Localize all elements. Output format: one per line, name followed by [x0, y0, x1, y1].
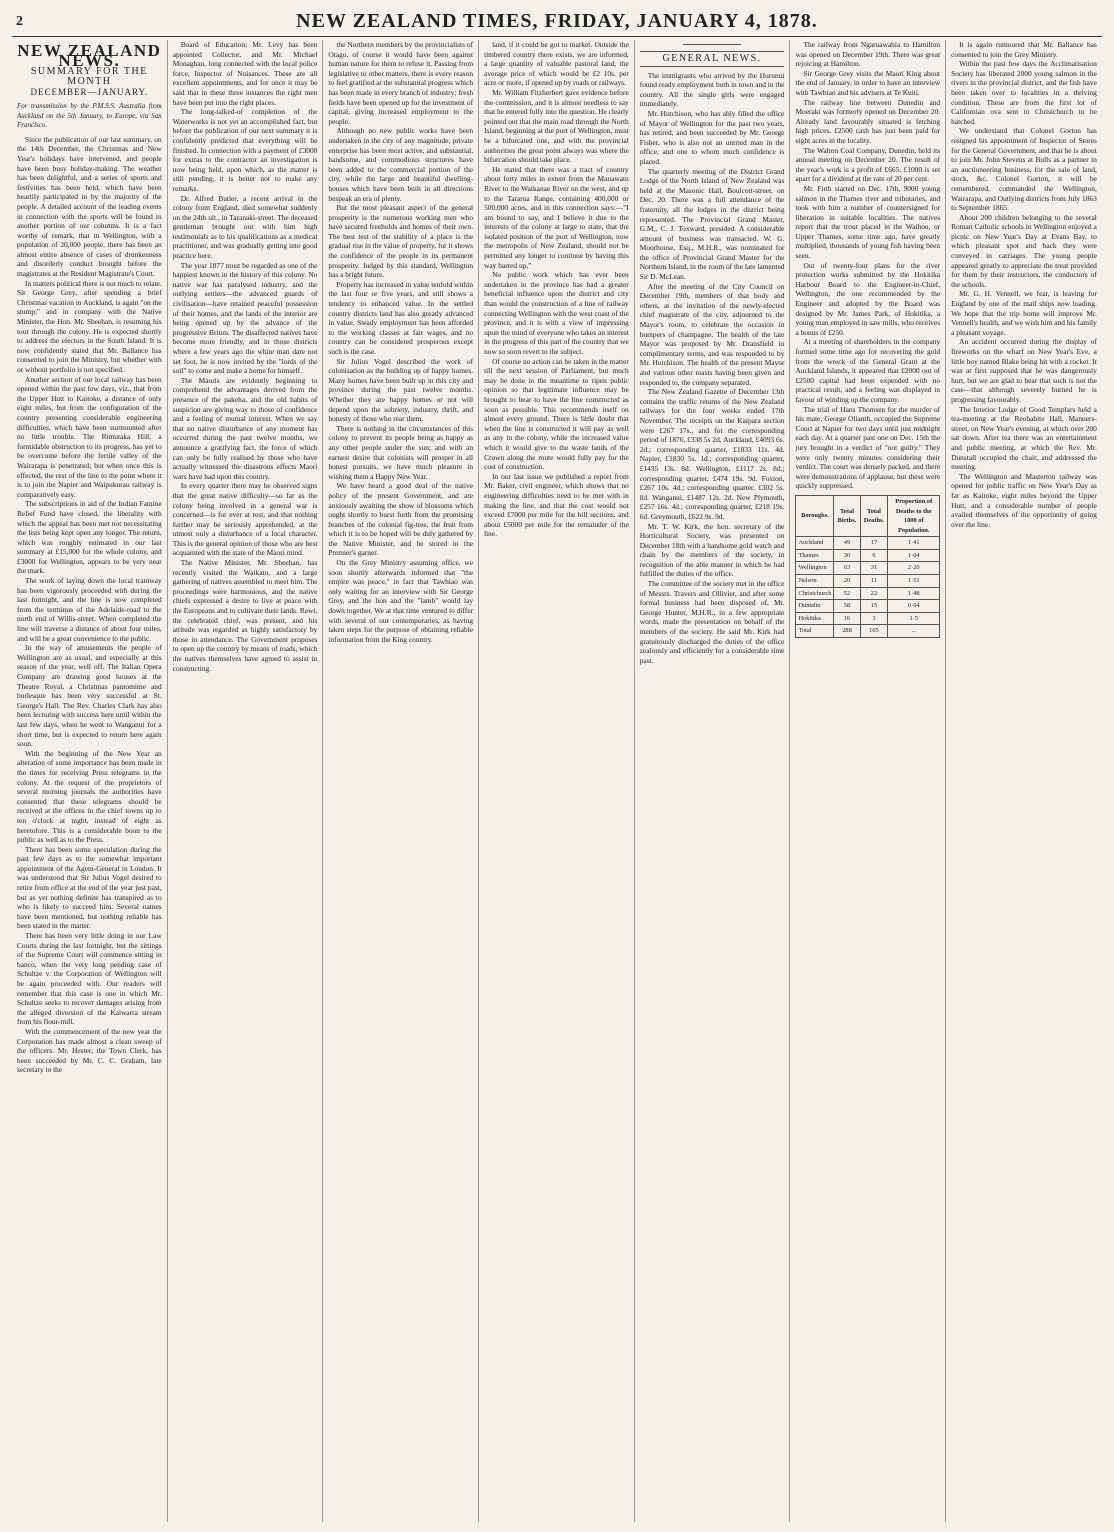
paragraph: The New Zealand Gazette of December 13th contains the traffic returns of the New Zealand railways for the four weeks ended 17th November. The receipts on the Kaipara section were £267 17s., and for the corresponding period of 1876, £338 5s 2d. Auckland, £4093 6s. 2d.; corresponding quarter, £1833 11s. 4d. Napier, £1830 5s. 1d.; corresponding quarter, £1435 13s. 8d. Wellington, £1117 2s. 8d.; corresponding quarter, £474 19s. 9d. Foxton, £267 10s. 4d.; corresponding quarter, £302 5s. 8d. Wanganui, £1487 12s. 2d. New Plymouth, £257 16s. 4d.; corresponding quarter, £218 19s. 6d. Greymouth, £622 9s. 9d.: [639, 387, 785, 521]
table-cell: 3: [860, 612, 888, 625]
paragraph: At a meeting of shareholders in the company formed some time ago for recovering the gold from the wreck of the General Grant at the Auckland Islands, it appeared that £2000 out of £2500 capital had been expended with no practical result, and a feeling was displayed in favour of winding up the company.: [795, 337, 941, 404]
paragraph: In matters political there is not much to relate. Sir George Grey, after spending a brief Christmas vacation in Auckland, is again "on the stump," and in company with the Native Minister, the Hon. Mr. Sheehan, is resuming his tour through the colony. He is expected shortly to address the electors in the South Island. It is now confidently stated that Mr. Ballance has consented to join the Ministry, but whether with or without portfolio is not specified.: [17, 278, 162, 374]
table-row: [796, 562, 940, 575]
column-5: [635, 40, 791, 1522]
table-row: [796, 575, 940, 588]
paragraph: Within the past few days the Acclimatisation Society has liberated 2000 young salmon in the rivers in the provincial district, and the fish have been taken over to localities in a thriving condition. These are from the first lot of Californian ova sent to Christchurch to be hatched.: [951, 59, 1097, 126]
table-cell: 20: [834, 575, 860, 588]
paragraph: There is nothing in the circumstances of this colony to prevent its people being as happy as any other people under the sun; and with an earnest desire that colonists will prosper in all honest pursuits, we have much pleasure in wishing them a Happy New Year.: [328, 423, 474, 481]
table-body: [796, 537, 940, 638]
column-3: [323, 40, 479, 1522]
table-cell: 0·64: [888, 600, 940, 613]
column-4: [479, 40, 635, 1522]
table-cell: 6: [860, 549, 888, 562]
paragraph: Mr. G. H. Vennell, we fear, is leaving for England by one of the mail ships now loading. We hope that the trip home will improve Mr. Vennell's health, and we wish him and his family a pleasant voyage.: [951, 289, 1097, 337]
table-cell: 31: [860, 562, 888, 575]
paragraph: The Maoris are evidently beginning to comprehend the advantages derived from the presence of the pakeha, and the old habits of suspicion are giving way to those of confidence and a feeling of mutual interest. When we say that no native disturbance of any moment has occurred during the past twelve months, we announce a gratifying fact, the force of which can only be fully realised by those who have actually witnessed the disastrous effects Maori wars have had upon this country.: [172, 375, 318, 481]
paragraph: The year 1877 must be regarded as one of the happiest known in the history of this colony. No native war has paralysed industry, and the outlying settlers—the advanced guards of civilisation—have retained peaceful possession of their homes, and the lands of the interior are being opened up by the advance of the progressive Briton. The disaffected natives have become more friendly, and in those districts where a few years ago the white man dare not set foot, he is now invited by the "lords of the soil" to come and make a home for himself.: [172, 260, 318, 376]
table-cell: 2·20: [888, 562, 940, 575]
table-cell: Wellington: [796, 562, 834, 575]
paragraph: In our last issue we published a report from Mr. Baker, civil engineer, which shows that no engineering difficulties need to be met with in making the line, and that the cost would not exceed £7000 per mile for the hill sections, and about £5000 per mile for the remainder of the line.: [484, 471, 629, 539]
table-row: [796, 625, 940, 638]
column-body: [640, 71, 785, 666]
table-cell: 1·48: [888, 587, 940, 600]
table-row: [796, 537, 940, 550]
table-cell: 1·04: [888, 549, 940, 562]
paragraph: The long-talked-of completion of the Waterworks is not yet an accomplished fact, but before the publication of our next summary it is confidently predicted that everything will be finished. In connection with a payment of £3000 for extras to the contractor an investigation is now being held, upon which, as the matter is still pending, it is better not to make any remarks.: [172, 107, 318, 193]
paragraph: Out of twenty-four plans for the river protection works submitted by the Hokitika Harbour Board to the Engineer-in-Chief, Wellington, the one recommended by the Engineer and adopted by the Board was designed by Mr. James Park, of Hokitika, a young man employed in saw mills, who receives a bonus of £250.: [795, 260, 941, 337]
paragraph: The Native Minister, Mr. Sheehan, has recently visited the Waikato, and a large gathering of natives assembled to meet him. The proceedings were harmonious, and the native chiefs expressed a desire to live at peace with the Europeans and to cultivate their lands. Rewi, the celebrated chief, was present, and his attitude was regarded as highly satisfactory by those in attendance. The Government proposes to open up the country by means of roads, which the natives themselves have agreed to assist in constructing.: [172, 558, 318, 673]
paragraph: The railway line between Dunedin and Moeraki was formerly opened on December 20. Already land favourably situated is fetching high prices. £2500 cash has just been paid for eight acres in the locality.: [795, 97, 941, 145]
paragraph: An accident occurred during the display of fireworks on the wharf on New Year's Eve, a little boy named Blake being hit with a rocket. It was at first supposed that he was dangerously hurt, but we are glad to hear that such is not the case—that although severely burned he is progressing favourably.: [951, 337, 1097, 404]
column-2: [168, 40, 324, 1522]
paragraph: Sir George Grey visits the Maori King about the end of January, in order to have an interview with Tawhiao and his advisers at Te Kuiti.: [795, 68, 941, 97]
paragraph: Mr. Firth started on Dec. 17th, 9000 young salmon in the Thames river and tributaries, and took with him a number of countersigned for liberation in suitable localities. The natives report that the trout placed in the Waihou, or Upper Thames, some time ago, have greatly multiplied, thousands of young fish having been seen.: [795, 183, 941, 261]
masthead: [12, 8, 1102, 37]
births-deaths-table: [795, 495, 940, 638]
column-body: [173, 40, 318, 673]
paragraph: The Interior Lodge of Good Templars held a tea-meeting at the Reobabite Hall, Manners-street, on New Year's evening, at which over 200 sat down. After tea there was an entertainment and public meeting, at which the Rev. Mr. Dunstall occupied the chair, and addressed the meeting.: [951, 404, 1097, 472]
paragraph: The work of laying down the local tramway has been vigorously proceeded with during the last fortnight, and the line is now completed from the terminus of the Adelaide-road to the north end of Willis-street. When completed the line will traverse a distance of about four miles, and will be a great convenience to the public.: [17, 576, 162, 643]
table-cell: 16: [834, 612, 860, 625]
paragraph: The immigrants who arrived by the Hurunui found ready employment both in town and in the country. All the single girls were engaged immediately.: [639, 70, 785, 109]
paragraph: Since the publication of our last summary, on the 14th December, the Christmas and New Year's holidays have intervened, and people have been busy holiday-making. The weather has been delightful, and a series of sports and festivities has been held, which have been heartily participated in by the majority of the people. A detailed account of the leading events in connection with the sports will be found in another portion of our columns. It is a fact worthy of remark, that in Wellington, with a population of 20,000 people, there has been an almost entire absence of cases of drunkenness and disorderly conduct brought before the magistrates at the Resident Magistrate's Court.: [17, 134, 162, 279]
paragraph: The committee of the society met in the office of Messrs. Travers and Ollivier, and after some formal business had been disposed of, Mr. George Hunter, M.H.R., in a few appropriate words, made the presentation on behalf of the members of the society. He said Mr. Kirk had gratuitously discharged the duties of the office zealously and efficiently for a considerable time past.: [639, 579, 785, 665]
table-cell: 49: [834, 537, 860, 550]
paragraph: Mr. T. W. Kirk, the hon. secretary of the Horticultural Society, was presented on December 18th with a handsome gold watch and chain by the members of the society, in recognition of the able manner in which he had fulfilled the duties of the office.: [639, 521, 785, 579]
column-body: [951, 40, 1097, 529]
paragraph: With the beginning of the New Year an alteration of some importance has been made in the times for receiving Press telegrams in the colony. At the request of the proprietors of several morning journals the authorities have consented that these telegrams should be received at the offices in the chief towns up to ten o'clock at night, instead of eight as heretofore. This is a considerable boon to the public as well as to the Press.: [17, 748, 162, 845]
paragraph: There has been very little doing in our Law Courts during the last fortnight, but the sittings of the Supreme Court will commence sitting in banco, when the very long pending case of Schultze v. the Corporation of Wellington will be again proceeded with. Our readers will remember that this case is one in which Mr. Schultze seeks to recover damages arising from the alleged diversion of the Kaiwarra stream from his flour-mill.: [17, 931, 162, 1027]
table-cell: Christchurch: [796, 587, 834, 600]
column-1: [12, 40, 168, 1522]
table-cell: 17: [860, 537, 888, 550]
table-cell: Dunedin: [796, 600, 834, 613]
paragraph: He stated that there was a tract of country about forty miles in extent from the Manawatu River to the Waikanae River on the west, and up to the Tararua Range, containing 400,000 or 500,000 acres, and in this connection says:—"I am bound to say, and I believe it due to the interests of the colony at large to state, that the isolated position of the port of Wellington, now the metropolis of New Zealand, should not be permitted any longer to continue by having this way barred up.": [484, 164, 629, 270]
paragraph: The subscriptions in aid of the Indian Famine Relief Fund have closed, the liberality with which the appeal has been met not necessitating the lists being kept open any longer. The return, which was roughly estimated in our last summary at £15,000 for the whole colony, and £3000 for Wellington, appears to be very near the mark.: [17, 499, 162, 576]
table-cell: 1·41: [888, 537, 940, 550]
paragraph: On the Grey Ministry assuming office, we soon shortly afterwards informed that "the empire was peace," in fact that Tawhiao was only waiting for an interview with Sir George Grey, and the lion and the "lamb" would lay down together. We at that time ventured to differ with several of our contemporaries, as having taken steps for the purpose of obtaining reliable information from the King country.: [328, 558, 474, 644]
paragraph: Although no new public works have been undertaken in the city of any magnitude, private enterprise has been most active, and substantial, handsome, and commodious structures have been added to the commercial portion of the city, while the large and beautiful dwelling-houses which have been built in all directions bespeak an era of plenty.: [328, 126, 474, 203]
paragraph: Another section of our local railway has been opened within the past few days, viz., that from the Upper Hutt to Kaitoke, a distance of only eight miles, but from the configuration of the country presenting considerable engineering difficulties, which have been surmounted after no little trouble. The Rimutaka Hill, a formidable obstruction to its progress, has yet to be overcome before the fertile valley of the Wairarapa is penetrated; but when once this is effected, the rest of the line to the point where it is to join the Napier and Waipukurau railway is comparatively easy.: [17, 374, 162, 499]
paragraph: Of course no action can be taken in the matter till the next session of Parliament, but much may be done in the meantime to ripen public opinion so that legitimate influence may be brought to bear to have the line constructed as soon as possible. This recommends itself on almost every ground. There is little doubt that when the line is constructed it will pay as well as any in the colony, while the increased value which it would give to the waste lands of the Crown along the route would fully pay for the cost of construction.: [484, 356, 629, 472]
column-7: [946, 40, 1102, 1522]
paragraph: We understand that Colonel Gorton has resigned his appointment of Inspector of Stores for the General Government, and that he is about to join Mr. John Stevens at Bulls as a partner in an auctioneering business, for the sale of land, stock, &c. Colonel Gorton, it will be remembered, commanded the Wellington, Wairarapa, and Outlying districts from July 1863 to September 1865.: [951, 126, 1097, 213]
table-row: [796, 549, 940, 562]
table-cell: 15: [860, 600, 888, 613]
table-header-row: [796, 495, 940, 536]
column-body: [17, 135, 162, 1075]
table-cell: 52: [834, 587, 860, 600]
table-cell: Hokitika: [796, 612, 834, 625]
newspaper-title: NEW ZEALAND TIMES, FRIDAY, JANUARY 4, 1878.: [296, 10, 818, 32]
divider: [683, 44, 741, 45]
paragraph: The Walton Coal Company, Dunedin, held its annual meeting on December 20. The result of the year's work is a profit of £665. £1000 is set apart for a dividend at the rate of 20 per cent.: [795, 145, 941, 184]
paragraph: About 200 children belonging to the several Roman Catholic schools in Wellington enjoyed a picnic on New Year's Day at Evans Bay, to which pleasant spot and back they were conveyed in carriages. The young people appeared greatly to appreciate the treat provided for them by their instructors, the conductors of the schools.: [951, 212, 1097, 289]
table-cell: Total: [796, 625, 834, 638]
paragraph: Mr. William Fitzherbert gave evidence before the commission, and it is almost needless to say that he entered fully into the question. He clearly pointed out that the main road through the North Island, beginning at the port of Wellington, must be a bifurcated one, and with the provincial authorities the great point always was where the bifurcation should take place.: [484, 87, 629, 165]
table-cell: ...: [888, 625, 940, 638]
table-cell: 22: [860, 587, 888, 600]
table-header-cell: Boroughs.: [796, 495, 834, 536]
table-cell: Nelson: [796, 575, 834, 588]
page-number: 2: [16, 14, 23, 29]
paragraph: Property has increased in value tenfold within the last four or five years, and still shows a tendency to enhanced value. In the settled country districts land has also greatly advanced in value. Steady employment has been afforded to the working classes at fair wages, and no country can be considered prosperous except such is the case.: [328, 279, 474, 356]
table-cell: Auckland: [796, 537, 834, 550]
paragraph: The quarterly meeting of the District Grand Lodge of the North Island of New Zealand was held at the Masonic Hall, Boulcott-street, on Dec. 20. There was a full attendance of the fraternity, all the lodges in the district being represented. The Provincial Grand Master, G.M., C. J. Toxward, presided. A considerable amount of business was transacted. W. G. Moorhouse, Esq., M.H.R., was nominated for the office of Provincial Grand Master for the Northern Island, in the room of the late lamented Sir D. McLean.: [639, 166, 785, 282]
table-cell: 58: [834, 600, 860, 613]
paragraph: But the most pleasant aspect of the general prosperity is the numerous working men who have secured freeholds and homes of their own. The best test of the stability of a place is the gradual rise in the value of property, for it shows the confidence of the people in its permanent prosperity. Judged by this standard, Wellington has a bright future.: [328, 203, 474, 280]
table-header-cell: Total Births.: [834, 495, 860, 536]
table-row: [796, 612, 940, 625]
paragraph: Board of Education; Mr. Levy has been appointed Collector, and Mr. Michael Monaghan, long connected with the local police force, Inspector of Nuisances. These are all excellent appointments, and for once it may be said that in these three instances the right men have been put into the right places.: [172, 40, 318, 107]
table-cell: 1·51: [888, 575, 940, 588]
table-header-cell: Proportion of Deaths to the 1000 of Population.: [888, 495, 940, 536]
table-row: [796, 587, 940, 600]
column-body: [328, 40, 473, 644]
paragraph: Mr. Hutchison, who has ably filled the office of Mayor of Wellington for the past two years, has retired, and been succeeded by Mr. George Fisher, who is also not an untried man in the office, and one to whom much confidence is placed.: [639, 108, 785, 166]
paragraph: land, if it could be got to market. Outside the timbered country there exists, we are informed, a large quantity of valuable pastoral land, the average price of which would be £2 10s. per acre or more, if opened up by roads or railways.: [484, 40, 629, 88]
summary-dates: DECEMBER—JANUARY.: [30, 87, 149, 98]
table-cell: 1·5: [888, 612, 940, 625]
paragraph: In the way of amusements the people of Wellington are as usual, and especially at this season of the year, well off. The Italian Opera Company are drawing good houses at the Theatre Royal, a Christmas pantomime and burlesque has been very successful at St. George's Hall. The Rev. Charles Clark has also been lecturing with success here until within the last few days, when he went to Wanganui for a short time, but is expected to return here again soon.: [17, 643, 162, 749]
table-row: [796, 600, 940, 613]
table-cell: 288: [834, 625, 860, 638]
paragraph: The Wellington and Masterton railway was opened for public traffic on New Year's Day as far as Kaitoke, eight miles beyond the Upper Hutt, and a considerable number of people availed themselves of the opportunity of going over the line.: [951, 471, 1097, 529]
table-cell: 105: [860, 625, 888, 638]
paragraph: After the meeting of the City Council on December 19th, members of that body and others, at the invitation of the newly-elected chief magistrate of the city, adjourned to the Mayor's room, to celebrate the occasion in bumpers of champagne. The health of the late Mayor was proposed by Mr. Dransfield in complimentary terms, and was responded to by Mr. Hutchison. The health of the present Mayor and various other toasts having been given and responded to, the company separated.: [639, 281, 785, 387]
paragraph: Dr. Alfred Butler, a recent arrival in the colony from England, died somewhat suddenly on the 24th ult., in Taranaki-street. The deceased gentleman brought out with him high testimonials as to his qualifications as a medical practitioner, and was gradually getting into good practice here.: [172, 193, 318, 261]
table-cell: 11: [860, 575, 888, 588]
paragraph: We have heard a good deal of the native policy of the present Government, and are anxiously awaiting the show of blossoms which ought shortly to burst forth from the promising branches of the colonial fig-tree, the fruit from which it is to be hoped will be duly gathered by the Native Minister, and be stored in the Premier's garner.: [328, 481, 474, 558]
general-news-heading: GENERAL NEWS.: [640, 51, 785, 67]
paragraph: With the commencement of the new year the Corporation has made almost a clean sweep of the officers. Mr. Hester, the Town Clerk, has been succeeded by Mr. C. C. Graham, late secretary to the: [17, 1026, 162, 1075]
column-6: [790, 40, 946, 1522]
section-subheading: SUMMARY FOR THE MONTH: [30, 66, 148, 87]
transmission-note: For transmission by the P.M.S.S. Australia from Auckland on the 5th January, to Europe, via San Francisco.: [17, 101, 162, 130]
paragraph: It is again rumoured that Mr. Ballance has consented to join the Grey Ministry.: [951, 40, 1097, 59]
paragraph: In every quarter there may be observed signs that the great native difficulty—so far as the colony being involved in a general war is concerned—is for ever at rest, and that nothing further may be seriously apprehended, at the utmost only a disturbance of a local character. This is the general opinion of those who are best acquainted with the state of the Maori mind.: [172, 481, 318, 558]
section-heading: NEW ZEALAND NEWS.: [17, 41, 162, 70]
paragraph: The railway from Ngaruawahia to Hamilton was opened on December 19th. There was great rejoicing at Hamilton.: [795, 40, 941, 69]
paragraph: the Northern members by the provincialists of Otago, of course it would have been against human nature for them to refuse it. Passing from legislative to other matters, there is every reason to feel gratified at the substantial progress which has been made in every branch of industry; fresh fields have been opened up for the investment of capital, giving increased employment to the people.: [328, 40, 474, 126]
table-cell: Thames: [796, 549, 834, 562]
table-header-cell: Total Deaths.: [860, 495, 888, 536]
table-cell: 30: [834, 549, 860, 562]
table-cell: 63: [834, 562, 860, 575]
paragraph: There has been some speculation during the past few days as to the somewhat important appointment of the Agent-General in London. It was understood that Sir Julius Vogel desired to retire from office at the end of the year just past, but as yet nothing definite has transpired as to who is likely to succeed him. Several names have been mentioned, but nothing reliable has been stated in the matter.: [17, 844, 162, 931]
column-body: [484, 40, 629, 539]
column-body: [795, 40, 940, 491]
article-columns: [12, 40, 1102, 1522]
paragraph: Sir Julius Vogel described the work of colonisation as the building up of happy homes. Many homes have been built up in this city and province during the past twelve months. Whether they are happy homes or not will depend upon the sobriety, industry, thrift, and honesty of those who rear them.: [328, 356, 474, 424]
paragraph: No public work which has ever been undertaken in the province has had a greater beneficial influence upon the district and city than would the construction of a line of railway connecting Wellington with the west coast of the province, and it is with a view of impressing upon the mind of everyone who takes an interest in the progress of this part of the country that we now so soon revert to the subject.: [484, 270, 629, 356]
paragraph: The trial of Hans Thomsen for the murder of his mate, George Olianth, occupied the Supreme Court at Napier for two days until just midnight each day. At a quarter past one on Dec. 15th the jury brought in a verdict of "not guilty." They were only twenty minutes considering their verdict. The court was densely packed, and there were demonstrations of applause, but these were quickly suppressed.: [795, 404, 941, 491]
